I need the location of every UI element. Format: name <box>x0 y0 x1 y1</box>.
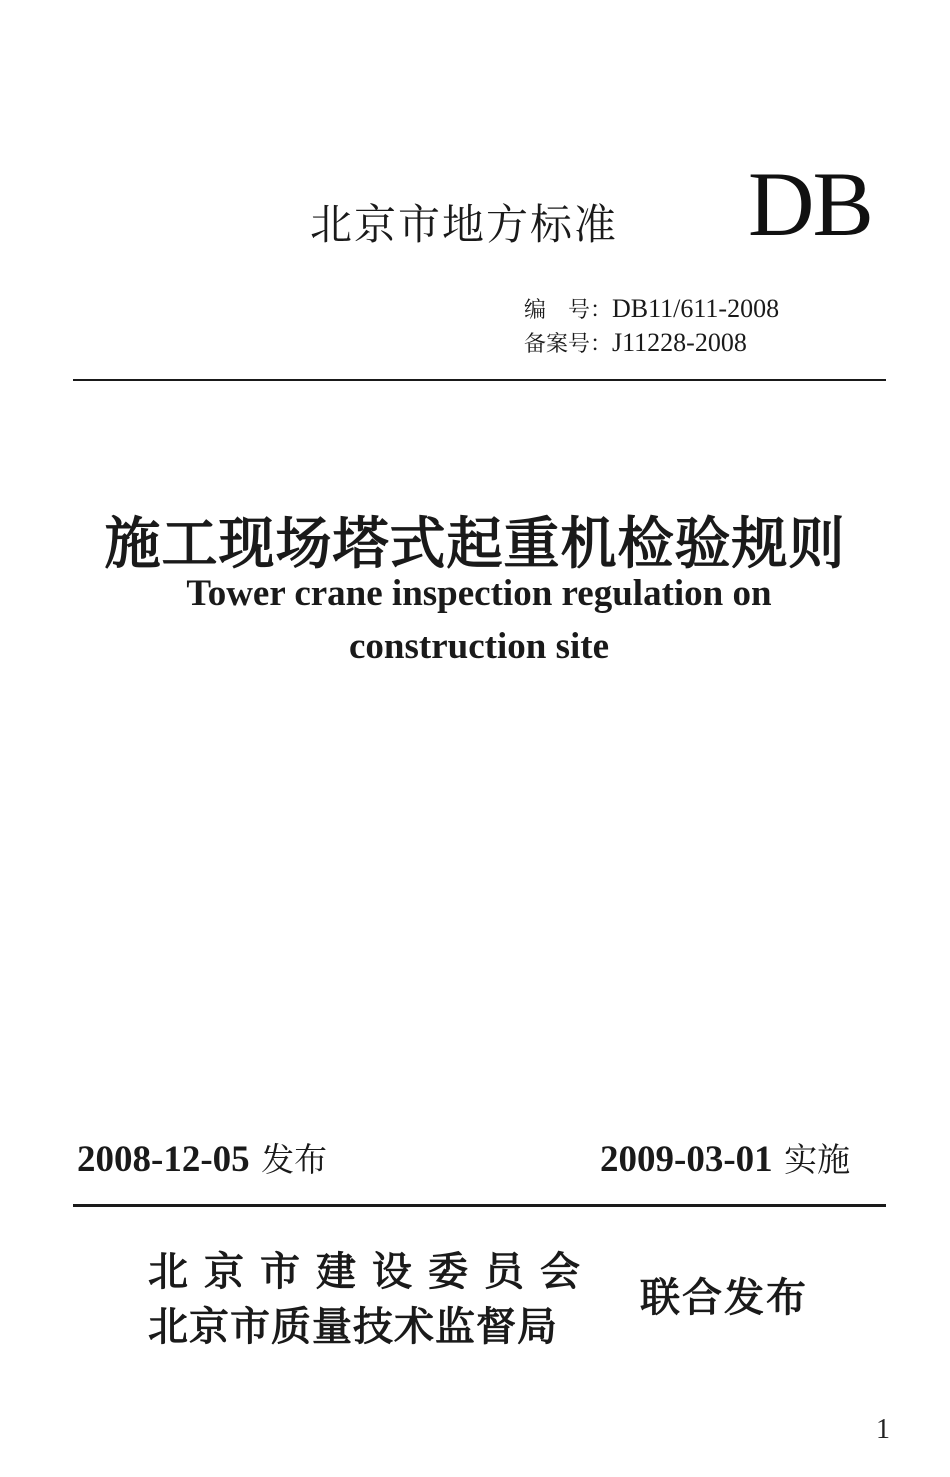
publisher-construction-commission: 北京市建设委员会 <box>148 1249 596 1295</box>
page-number: 1 <box>876 1414 890 1445</box>
title-english-line2: construction site <box>349 626 609 667</box>
record-number-value: J11228-2008 <box>612 328 747 357</box>
publisher-quality-bureau: 北京市质量技术监督局 <box>148 1304 558 1350</box>
issue-date <box>77 1138 327 1182</box>
issue-date-value: 2008-12-05 <box>77 1139 250 1180</box>
record-number <box>524 330 747 356</box>
implementation-date-value: 2009-03-01 <box>600 1139 773 1180</box>
bottom-divider <box>73 1204 886 1207</box>
standard-number-label: 编 号： <box>524 298 613 323</box>
implementation-date <box>600 1138 850 1182</box>
title-chinese: 施工现场塔式起重机检验规则 <box>104 512 846 577</box>
standard-number <box>524 296 779 322</box>
issue-date-word: 发布 <box>261 1140 328 1179</box>
record-number-label: 备案号： <box>524 332 613 357</box>
top-divider <box>73 379 886 381</box>
joint-publication: 联合发布 <box>640 1275 808 1321</box>
implementation-date-word: 实施 <box>784 1140 851 1179</box>
title-english-line1: Tower crane inspection regulation on <box>186 573 772 614</box>
standard-type: 北京市地方标准 <box>310 200 619 249</box>
db-mark: DB <box>748 153 872 255</box>
standard-number-value: DB11/611-2008 <box>612 294 780 323</box>
